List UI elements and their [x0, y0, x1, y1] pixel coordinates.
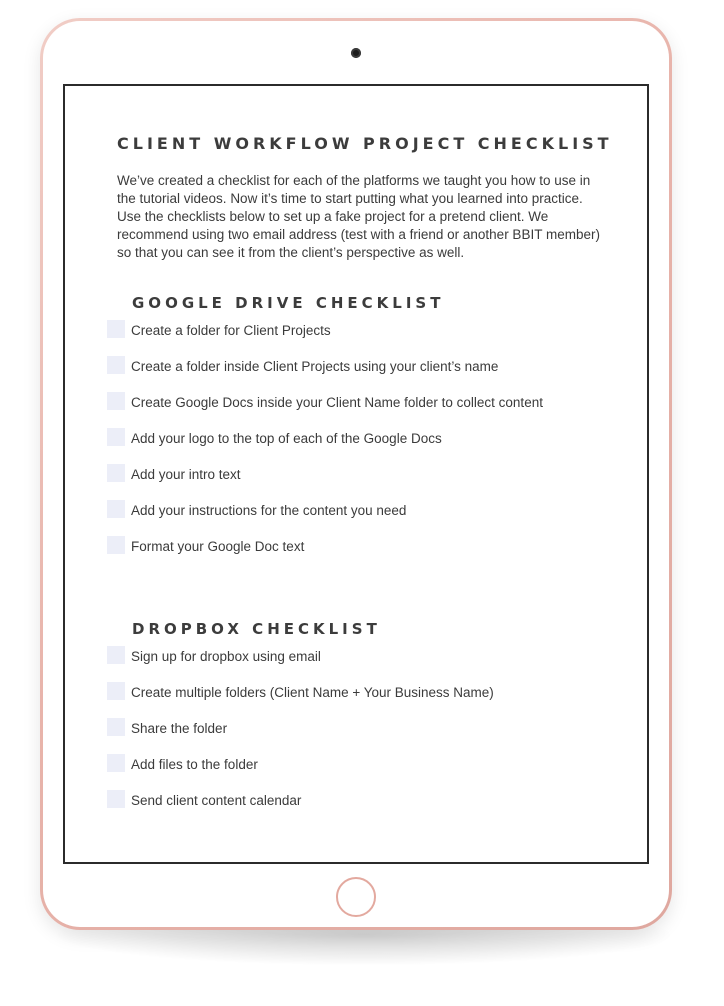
checkbox[interactable] [107, 790, 125, 808]
checkbox[interactable] [107, 682, 125, 700]
tablet-screen [63, 84, 649, 864]
checklist-item-label: Send client content calendar [131, 793, 302, 808]
document-title: CLIENT WORKFLOW PROJECT CHECKLIST [117, 134, 613, 153]
checkbox[interactable] [107, 392, 125, 410]
checklist-item-label: Add your intro text [131, 467, 241, 482]
checklist-item-label: Add your instructions for the content you need [131, 503, 407, 518]
checklist-item-label: Create a folder inside Client Projects using your client’s name [131, 359, 499, 374]
camera-icon [351, 48, 361, 58]
checkbox[interactable] [107, 428, 125, 446]
checkbox[interactable] [107, 356, 125, 374]
checklist-item-label: Add your logo to the top of each of the Google Docs [131, 431, 442, 446]
checklist-item-label: Create multiple folders (Client Name + Your Business Name) [131, 685, 494, 700]
checklist-item-label: Create Google Docs inside your Client Name folder to collect content [131, 395, 543, 410]
checkbox[interactable] [107, 718, 125, 736]
checkbox[interactable] [107, 536, 125, 554]
checklist-item-label: Add files to the folder [131, 757, 258, 772]
checkbox[interactable] [107, 500, 125, 518]
checkbox[interactable] [107, 646, 125, 664]
checklist-item-label: Create a folder for Client Projects [131, 323, 331, 338]
section-heading-google-drive: GOOGLE DRIVE CHECKLIST [132, 294, 445, 312]
home-button[interactable] [336, 877, 376, 917]
checklist-item-label: Format your Google Doc text [131, 539, 305, 554]
checklist-item-label: Sign up for dropbox using email [131, 649, 321, 664]
section-heading-dropbox: DROPBOX CHECKLIST [132, 620, 381, 638]
checkbox[interactable] [107, 754, 125, 772]
checkbox[interactable] [107, 464, 125, 482]
checkbox[interactable] [107, 320, 125, 338]
intro-paragraph: We’ve created a checklist for each of the platforms we taught you how to use in the tutorial videos. Now it’s time to start putting what you learned into practice. Use the checklists below to set up a fake project for a pretend client. We recommend using two email address (test with a friend or another BBIT member) so that you can see it from the client’s perspective as well. [117, 173, 600, 260]
checklist-item-label: Share the folder [131, 721, 228, 736]
